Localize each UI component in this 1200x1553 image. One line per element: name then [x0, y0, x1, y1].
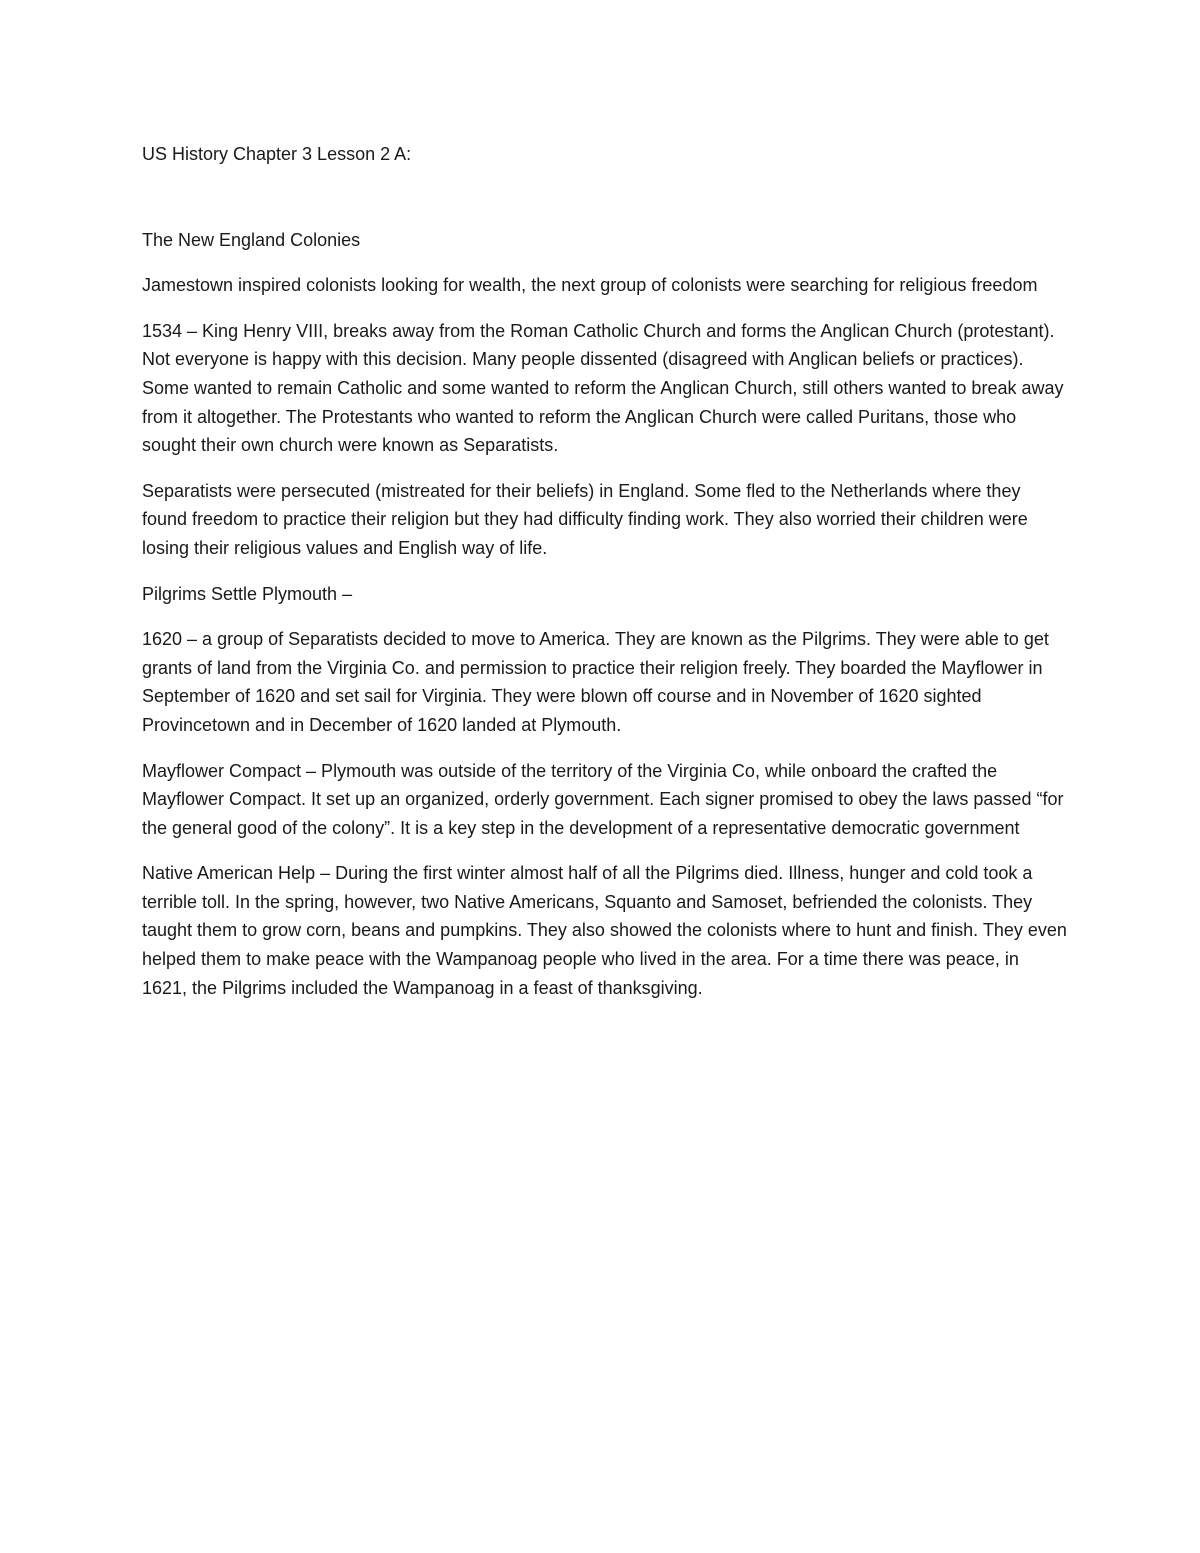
document-page — [142, 140, 1067, 1019]
paragraph-native-american-help: Native American Help – During the first winter almost half of all the Pilgrims died. Illness, hunger and cold took a terrible toll. In the spring, however, two Native Americans, Squanto and Samoset, befriended the colonists. They taught them to grow corn, beans and pumpkins. They also showed the colonists where to hunt and finish. They even helped them to make peace with the Wampanoag people who lived in the area. For a time there was peace, in 1621, the Pilgrims included the Wampanoag in a feast of thanksgiving. — [142, 863, 1067, 998]
subheading-pilgrims-settle-plymouth: Pilgrims Settle Plymouth – — [142, 583, 353, 604]
paragraph-henry-viii: 1534 – King Henry VIII, breaks away from the Roman Catholic Church and forms the Anglican Church (protestant). Not everyone is happy with this decision. Many people dissented (disagreed with Anglican beliefs or practices). Some wanted to remain Catholic and some wanted to reform the Anglican Church, still others wanted to break away from it altogether. The Protestants who wanted to reform the Anglican Church were called Puritans, those who sought their own church were known as Separatists. — [142, 320, 1064, 456]
document-title: US History Chapter 3 Lesson 2 A: — [142, 144, 412, 164]
paragraph-jamestown: Jamestown inspired colonists looking for wealth, the next group of colonists were searching for religious freedom — [142, 275, 1038, 296]
paragraph-pilgrims-1620: 1620 – a group of Separatists decided to move to America. They are known as the Pilgrims. They were able to get grants of land from the Virginia Co. and permission to practice their religion freely. They boarded the Mayflower in September of 1620 and set sail for Virginia. They were blown off course and in November of 1620 sighted Provincetown and in December of 1620 landed at Plymouth. — [142, 629, 1049, 735]
paragraph-separatists: Separatists were persecuted (mistreated for their beliefs) in England. Some fled to the Netherlands where they found freedom to practice their religion but they had difficulty finding work. They also worried their children were losing their religious values and English way of life. — [142, 480, 1028, 558]
section-heading: The New England Colonies — [142, 229, 361, 250]
paragraph-mayflower-compact: Mayflower Compact – Plymouth was outside of the territory of the Virginia Co, while onboard the crafted the Mayflower Compact. It set up an organized, orderly government. Each signer promised to obey the laws passed “for the general good of the colony”. It is a key step in the development of a representative democratic government — [142, 760, 1064, 838]
